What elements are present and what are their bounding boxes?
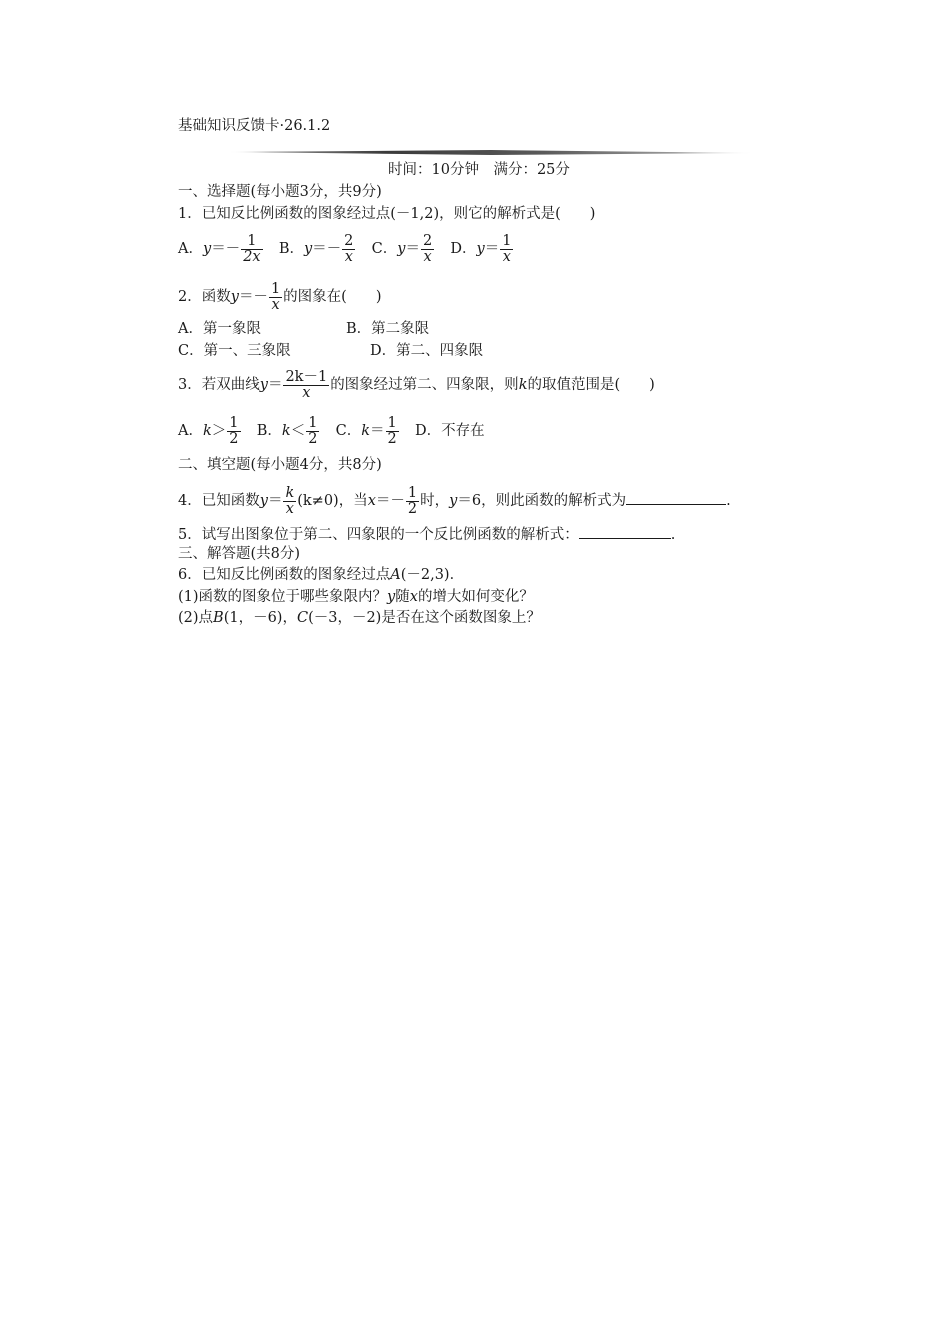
q3-opt-b-label: B．: [256, 423, 282, 439]
q1-opt-a-rel: ＝－: [211, 241, 241, 257]
q2-suffix: 的图象在( ): [283, 289, 382, 305]
q3-num: 2k－1: [285, 368, 328, 385]
q6-p2-C: C: [296, 610, 309, 626]
q6-p1-a: (1)函数的图象位于哪些象限内？: [178, 589, 388, 605]
q6-p2-b: (1，－6)，: [223, 610, 297, 626]
q6-p2-a: (2)点: [178, 610, 214, 626]
q4-var-y: y: [259, 493, 268, 509]
q4-rest: ＝6，则此函数的解析式为: [457, 493, 627, 509]
q3-opt-c-den: 2: [387, 430, 397, 447]
q6-p1-b: 随: [395, 589, 410, 605]
q2-var: y: [230, 289, 239, 305]
q3-opt-c-fraction: [386, 416, 399, 447]
q3-k: k: [518, 377, 528, 393]
q1-opt-a-num: 1: [241, 234, 262, 250]
q4-rel2: ＝－: [375, 493, 405, 509]
q5-text: 5．试写出图象位于第二、四象限的一个反比例函数的解析式：: [178, 527, 579, 543]
q6-p1-c: 的增大如何变化？: [417, 589, 534, 605]
q1-opt-c-rel: ＝: [405, 241, 420, 257]
q6-part2: [178, 609, 541, 627]
q1-opt-d-rel: ＝: [484, 241, 500, 257]
q3-opt-b-fraction: [306, 416, 319, 447]
q3-var: y: [259, 377, 268, 393]
q1-opt-b-label: B．: [278, 241, 304, 257]
q6-stem: [178, 566, 464, 584]
q3-prefix: 3．若双曲线: [178, 377, 260, 393]
q4-end: .: [726, 493, 731, 509]
q1-opt-d-var: y: [476, 241, 485, 257]
card-title: 基础知识反馈卡·26.1.2: [178, 118, 331, 134]
q6-stem-b: (－2,3)．: [400, 567, 465, 583]
q5-end: .: [670, 527, 676, 543]
q2-opt-b: B．第二象限: [346, 321, 430, 337]
q3-den: x: [302, 384, 311, 401]
q1-opt-c-den: x: [423, 248, 432, 265]
q2-opt-a: A．第一象限: [178, 321, 261, 337]
q3-opt-b-var: k: [281, 423, 291, 439]
q1-opt-b-num: 2: [344, 232, 354, 249]
q2-rel: ＝－: [238, 289, 268, 305]
q2-fraction: [269, 282, 282, 313]
q2-den: x: [271, 296, 280, 313]
header-rule: [228, 150, 754, 155]
q1-opt-c-num: 2: [422, 232, 433, 249]
q1-opt-a-fraction: [241, 234, 262, 265]
q3-opt-a-label: A．: [178, 423, 203, 439]
q1-opt-b-var: y: [303, 241, 313, 257]
q1-opt-c-var: y: [397, 241, 406, 257]
q3-suffix-b: 的取值范围是( ): [527, 377, 655, 393]
q6-p2-B: B: [213, 610, 224, 626]
q4-mid: 时，: [420, 493, 450, 509]
q1-opt-a-den: 2x: [243, 248, 261, 265]
q4-var-x: x: [367, 493, 376, 509]
q1-stem: 1．已知反比例函数的图象经过点(－1,2)，则它的解析式是( ): [178, 206, 596, 222]
q3-opt-c-var: k: [361, 423, 371, 439]
q5-answer-blank[interactable]: [579, 524, 671, 539]
q3-opt-c-rel: ＝: [370, 423, 385, 439]
q1-opt-d-label: D．: [450, 241, 477, 257]
q6-part1: [178, 588, 534, 606]
q4-den2: 2: [407, 500, 418, 517]
q3-opt-b-rel: ＜: [290, 423, 306, 439]
q1-opt-a-label: A．: [178, 241, 203, 257]
q3-fraction: [283, 370, 329, 401]
q1-opt-b-rel: ＝－: [312, 241, 342, 257]
q1-options: [178, 232, 514, 266]
q2-opt-c: C．第一、三象限: [178, 343, 291, 359]
q1-opt-c-fraction: [421, 234, 434, 265]
q4-fraction2: [406, 486, 419, 517]
section1-heading: 一、选择题(每小题3分，共9分): [178, 184, 382, 200]
q4-den: x: [285, 500, 294, 517]
q3-opt-d: D．不存在: [415, 423, 485, 439]
q4-num2: 1: [407, 484, 418, 501]
q1-opt-a-var: y: [202, 241, 212, 257]
q3-opt-a-rel: ＞: [211, 423, 227, 439]
q3-options: [178, 414, 485, 448]
q3-opt-a-num: 1: [229, 414, 239, 431]
q6-stem-a: 6．已知反比例函数的图象经过点: [178, 567, 391, 583]
q3-opt-c-label: C．: [335, 423, 362, 439]
q4-num: k: [285, 484, 295, 501]
q3-opt-a-var: k: [202, 423, 212, 439]
q1-opt-d-num: 1: [502, 232, 512, 249]
q1-opt-b-fraction: [342, 234, 355, 265]
section2-heading: 二、填空题(每小题4分，共8分): [178, 457, 382, 473]
q3-stem: [178, 368, 655, 402]
q4-var-y2: y: [449, 493, 458, 509]
q3-rel: ＝: [267, 377, 283, 393]
time-info: 时间：10分钟 满分：25分: [388, 162, 570, 178]
q1-opt-d-den: x: [502, 248, 511, 265]
q1-opt-b-den: x: [344, 248, 353, 265]
q3-suffix-a: 的图象经过第二、四象限，则: [330, 377, 519, 393]
q2-opt-d: D．第二、四象限: [370, 343, 484, 359]
q3-opt-a-den: 2: [229, 430, 239, 447]
q3-opt-c-num: 1: [387, 414, 397, 431]
q6-p1-x: x: [409, 589, 418, 605]
q3-opt-b-den: 2: [308, 430, 318, 447]
q4-stem: [178, 484, 731, 518]
q2-stem: [178, 280, 382, 314]
q4-prefix: 4．已知函数: [178, 493, 260, 509]
q6-point: A: [390, 567, 401, 583]
q4-cond: (k≠0)，当: [297, 493, 368, 509]
q3-opt-b-num: 1: [308, 414, 318, 431]
q2-prefix: 2．函数: [178, 289, 231, 305]
q6-p1-y: y: [387, 589, 396, 605]
q5-stem: [178, 524, 675, 544]
q4-rel: ＝: [267, 493, 283, 509]
q1-opt-c-label: C．: [371, 241, 398, 257]
q3-opt-a-fraction: [227, 416, 240, 447]
section3-heading: 三、解答题(共8分): [178, 546, 301, 562]
q1-opt-d-fraction: [500, 234, 513, 265]
q4-answer-blank[interactable]: [626, 490, 726, 505]
q4-fraction: [283, 486, 296, 517]
q2-num: 1: [270, 280, 281, 297]
q6-p2-c: (－3，－2)是否在这个函数图象上？: [308, 610, 541, 626]
